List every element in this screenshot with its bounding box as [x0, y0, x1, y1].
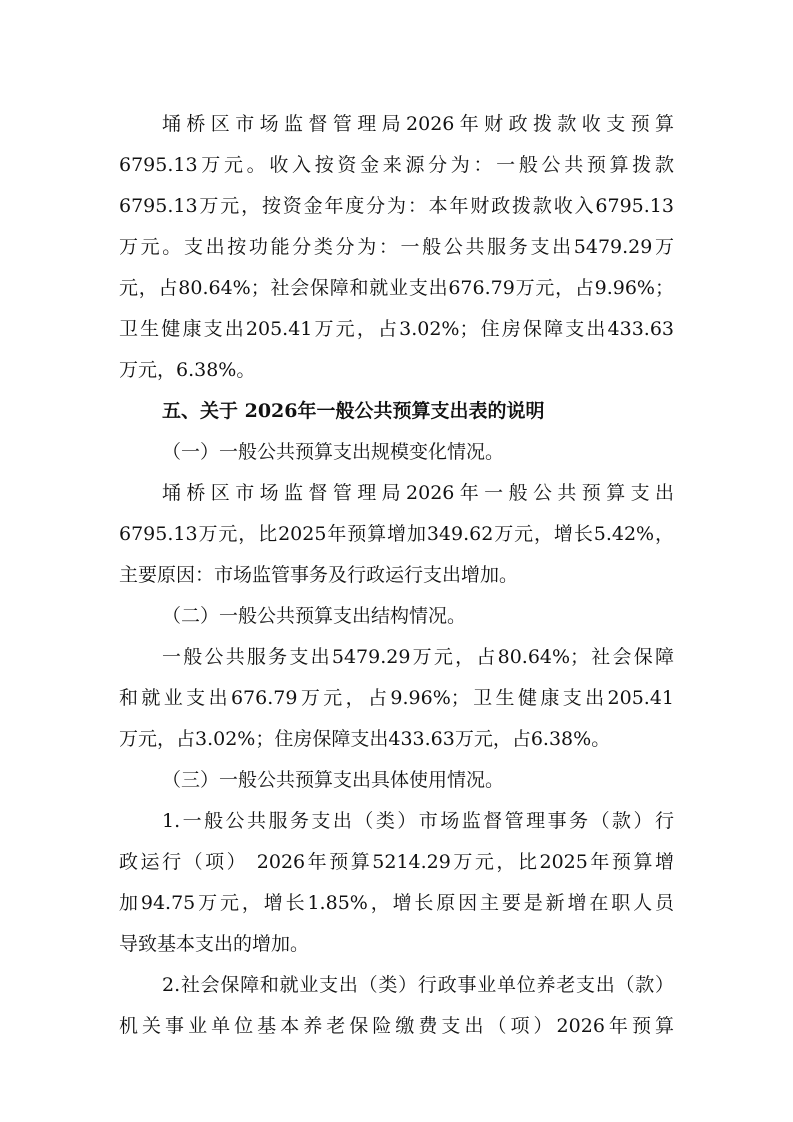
paragraph-line: 万元，6.38%。: [119, 359, 256, 381]
paragraph-line: 主要原因：市场监管事务及行政运行支出增加。: [119, 564, 519, 586]
document-body: [119, 104, 674, 1047]
list-item-line: 政运行（项） 2026年预算5214.29万元，比2025年预算增: [119, 851, 674, 873]
paragraph-line: 万元，占3.02%；住房保障支出433.63万元，占6.38%。: [119, 728, 611, 750]
paragraph-line: 一般公共服务支出5479.29万元，占80.64%；社会保障: [162, 646, 674, 668]
paragraph-line: 和就业支出676.79万元，占9.96%；卫生健康支出205.41: [119, 687, 674, 709]
paragraph-line: 6795.13万元，比2025年预算增加349.62万元，增长5.42%，: [119, 523, 674, 545]
list-item-line: 加94.75万元，增长1.85%，增长原因主要是新增在职人员: [119, 892, 674, 914]
paragraph-line: 元，占80.64%；社会保障和就业支出676.79万元，占9.96%；: [119, 277, 674, 299]
subsection-heading: （一）一般公共预算支出规模变化情况。: [162, 441, 505, 463]
paragraph-line: 埇桥区市场监督管理局2026年一般公共预算支出: [162, 482, 674, 504]
paragraph-line: 万元。支出按功能分类分为：一般公共服务支出5479.29万: [119, 236, 674, 258]
paragraph-line: 6795.13万元，按资金年度分为：本年财政拨款收入6795.13: [119, 195, 674, 217]
paragraph-line: 埇桥区市场监督管理局2026年财政拨款收支预算: [162, 113, 674, 135]
list-item-line: 机关事业单位基本养老保险缴费支出（项）2026年预算: [119, 1015, 674, 1037]
subsection-heading: （二）一般公共预算支出结构情况。: [162, 605, 467, 627]
list-item-line: 1.一般公共服务支出（类）市场监督管理事务（款）行: [162, 810, 674, 832]
paragraph-line: 6795.13万元。收入按资金来源分为：一般公共预算拨款: [119, 154, 674, 176]
subsection-heading: （三）一般公共预算支出具体使用情况。: [162, 769, 505, 791]
section-heading: 五、关于 2026年一般公共预算支出表的说明: [162, 400, 545, 422]
list-item-line: 导致基本支出的增加。: [119, 933, 310, 955]
paragraph-line: 卫生健康支出205.41万元，占3.02%；住房保障支出433.63: [119, 318, 674, 340]
list-item-line: 2.社会保障和就业支出（类）行政事业单位养老支出（款）: [162, 974, 674, 996]
